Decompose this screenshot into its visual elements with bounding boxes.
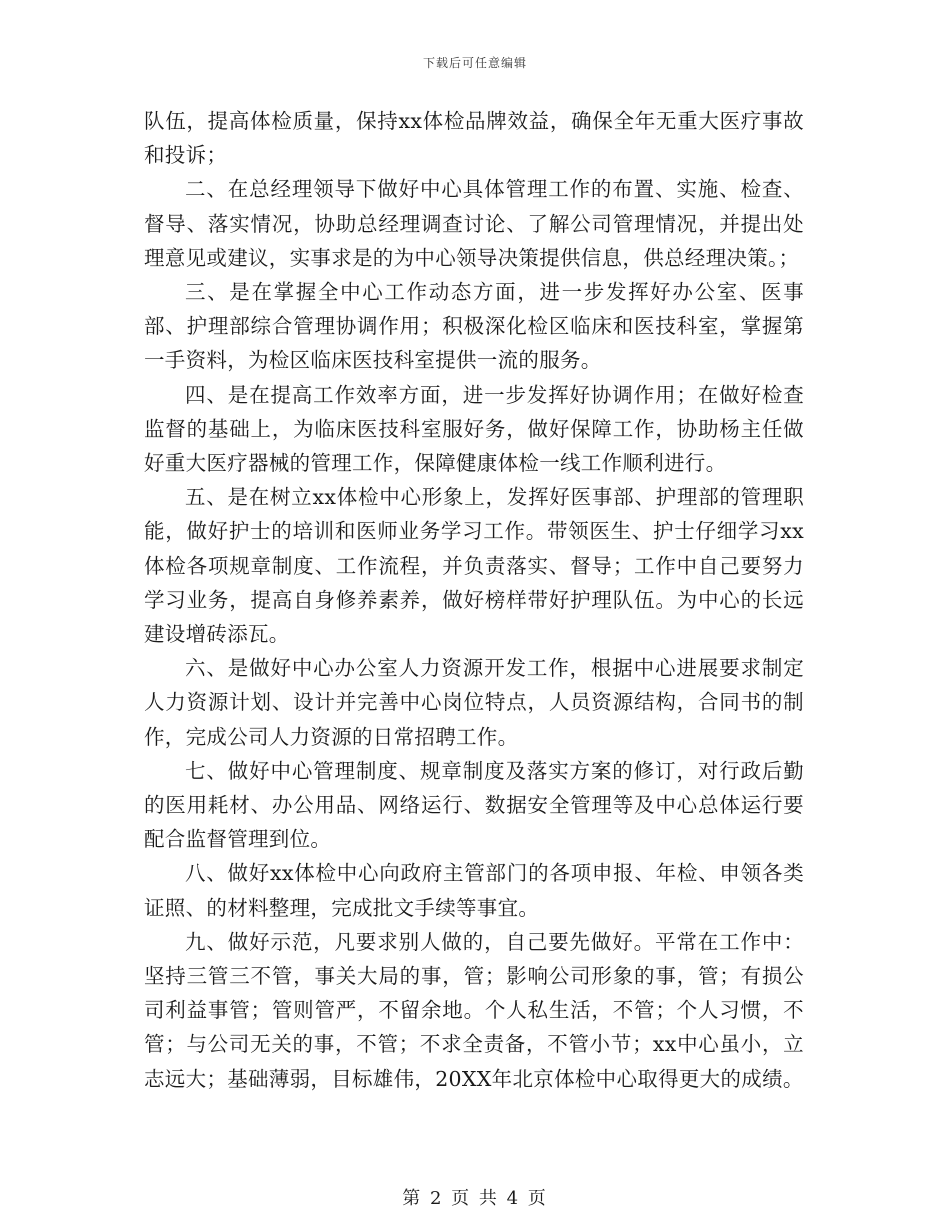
document-body [144, 104, 804, 1096]
paragraph-item-4: 四、是在提高工作效率方面，进一步发挥好协调作用；在做好检查监督的基础上，为临床医技科室服好务，做好保障工作，协助杨主任做好重大医疗器械的管理工作，保障健康体检一线工作顺利进行。 [144, 382, 804, 476]
page-header: 下载后可任意编辑 [422, 56, 527, 70]
paragraph-continuation: 队伍，提高体检质量，保持xx体检品牌效益，确保全年无重大医疗事故和投诉； [144, 109, 804, 168]
page-number-footer: 第 2 页 共 4 页 [402, 1188, 548, 1209]
paragraph-item-9: 九、做好示范，凡要求别人做的，自己要先做好。平常在工作中：坚持三管三不管，事关大局的事，管；影响公司形象的事，管；有损公司利益事管；管则管严，不留余地。个人私生活，不管；个人习惯，不管；与公司无关的事，不管；不求全责备，不管小节；xx中心虽小，立志远大；基础薄弱，目标雄伟，20XX年北京体检中心取得更大的成绩。 [144, 929, 804, 1091]
paragraph-item-3: 三、是在掌握全中心工作动态方面，进一步发挥好办公室、医事部、护理部综合管理协调作用；积极深化检区临床和医技科室，掌握第一手资料，为检区临床医技科室提供一流的服务。 [144, 280, 804, 373]
paragraph-item-6: 六、是做好中心办公室人力资源开发工作，根据中心进展要求制定人力资源计划、设计并完善中心岗位特点，人员资源结构，合同书的制作，完成公司人力资源的日常招聘工作。 [144, 656, 804, 749]
paragraph-item-8: 八、做好xx体检中心向政府主管部门的各项申报、年检、申领各类证照、的材料整理，完成批文手续等事宜。 [144, 861, 804, 920]
paragraph-item-7: 七、做好中心管理制度、规章制度及落实方案的修订，对行政后勤的医用耗材、办公用品、网络运行、数据安全管理等及中心总体运行要配合监督管理到位。 [144, 758, 804, 852]
paragraph-item-5: 五、是在树立xx体检中心形象上，发挥好医事部、护理部的管理职能，做好护士的培训和医师业务学习工作。带领医生、护士仔细学习xx体检各项规章制度、工作流程，并负责落实、督导；工作中自己要努力学习业务，提高自身修养素养，做好榜样带好护理队伍。为中心的长远建设增砖添瓦。 [144, 485, 804, 647]
paragraph-item-2: 二、在总经理领导下做好中心具体管理工作的布置、实施、检查、督导、落实情况，协助总经理调查讨论、了解公司管理情况，并提出处理意见或建议，实事求是的为中心领导决策提供信息，供总经理决策。； [144, 177, 804, 270]
